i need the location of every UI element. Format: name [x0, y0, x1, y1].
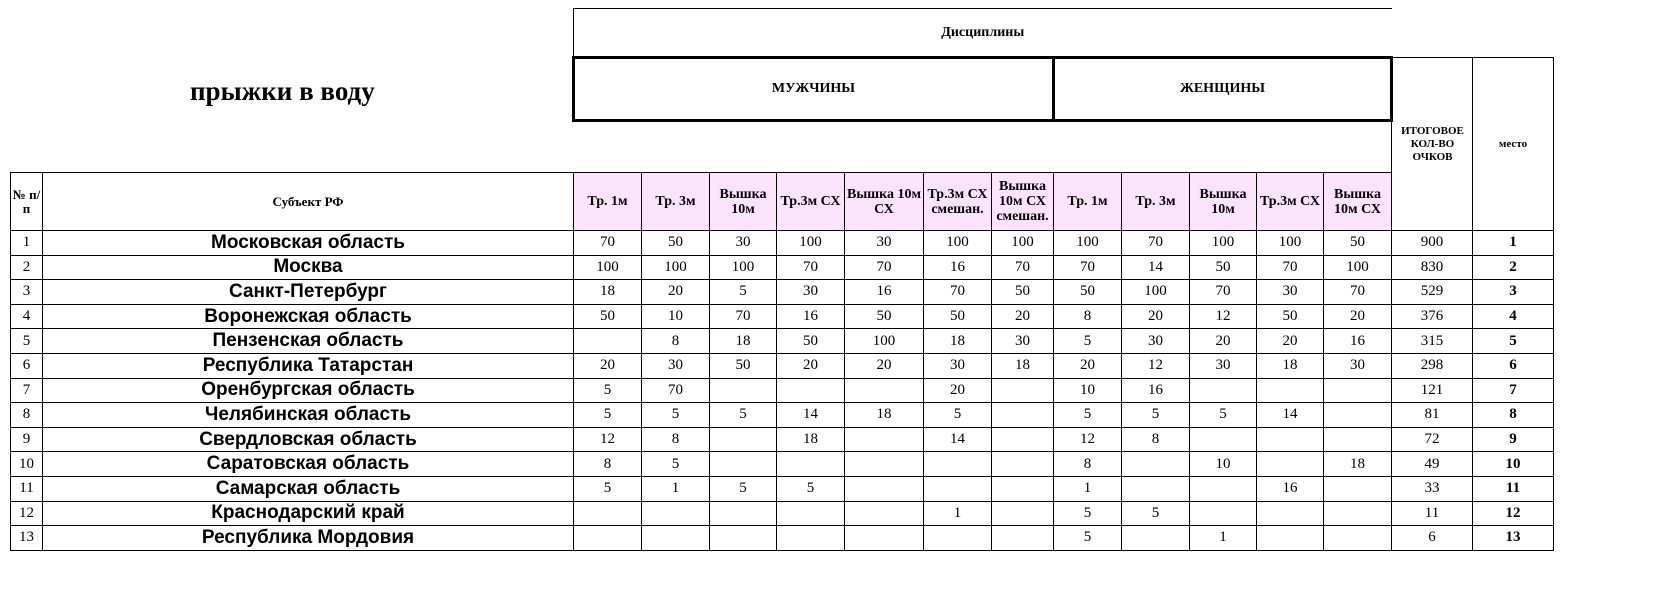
points-cell: 1: [642, 476, 710, 501]
points-cell: 100: [924, 231, 992, 256]
points-cell: [992, 452, 1054, 477]
row-number: 9: [11, 427, 43, 452]
region-name: Москва: [43, 255, 574, 280]
place-cell: 11: [1473, 476, 1554, 501]
total-points: 81: [1392, 403, 1473, 428]
points-cell: 20: [1054, 353, 1122, 378]
points-cell: [777, 378, 845, 403]
points-cell: 70: [992, 255, 1054, 280]
place-cell: 4: [1473, 304, 1554, 329]
points-cell: [710, 452, 777, 477]
points-cell: 1: [1190, 526, 1257, 551]
points-cell: 5: [777, 476, 845, 501]
points-cell: 18: [574, 280, 642, 305]
points-cell: [845, 526, 924, 551]
points-cell: 5: [710, 403, 777, 428]
region-name: Республика Татарстан: [43, 353, 574, 378]
points-cell: 100: [992, 231, 1054, 256]
points-cell: 50: [710, 353, 777, 378]
points-cell: 70: [924, 280, 992, 305]
discipline-header: Вышка 10м СХ: [845, 173, 924, 231]
points-cell: 30: [1257, 280, 1324, 305]
points-cell: 8: [642, 427, 710, 452]
row-number: 12: [11, 501, 43, 526]
points-cell: 18: [1324, 452, 1392, 477]
points-cell: [1324, 427, 1392, 452]
row-number: 11: [11, 476, 43, 501]
total-points: 11: [1392, 501, 1473, 526]
points-cell: [1324, 378, 1392, 403]
points-cell: 100: [1054, 231, 1122, 256]
points-cell: 12: [1054, 427, 1122, 452]
points-cell: 20: [924, 378, 992, 403]
row-number: 4: [11, 304, 43, 329]
points-cell: 8: [1054, 304, 1122, 329]
points-cell: 8: [574, 452, 642, 477]
discipline-header: Вышка 10м: [710, 173, 777, 231]
points-cell: 50: [992, 280, 1054, 305]
total-points: 315: [1392, 329, 1473, 354]
points-cell: [1190, 476, 1257, 501]
points-cell: [642, 501, 710, 526]
points-cell: [777, 452, 845, 477]
points-cell: [710, 378, 777, 403]
points-cell: 14: [924, 427, 992, 452]
region-name: Челябинская область: [43, 403, 574, 428]
points-cell: [924, 476, 992, 501]
points-cell: [1122, 526, 1190, 551]
table-row: [11, 231, 1554, 256]
points-cell: 8: [1122, 427, 1190, 452]
points-cell: [1324, 403, 1392, 428]
place-cell: 7: [1473, 378, 1554, 403]
table-row: [11, 403, 1554, 428]
points-cell: 20: [992, 304, 1054, 329]
points-cell: 50: [1257, 304, 1324, 329]
row-number: 2: [11, 255, 43, 280]
page-title: прыжки в воду: [190, 76, 375, 106]
points-cell: [924, 526, 992, 551]
row-number: 6: [11, 353, 43, 378]
place-cell: 13: [1473, 526, 1554, 551]
points-cell: 30: [1190, 353, 1257, 378]
points-cell: 5: [1054, 329, 1122, 354]
points-cell: 1: [924, 501, 992, 526]
disciplines-header: Дисциплины: [574, 9, 1392, 58]
points-cell: [845, 452, 924, 477]
points-cell: 100: [1190, 231, 1257, 256]
points-cell: 12: [1122, 353, 1190, 378]
points-cell: 12: [1190, 304, 1257, 329]
points-cell: [1190, 378, 1257, 403]
points-cell: 10: [642, 304, 710, 329]
table-row: [11, 280, 1554, 305]
table-row: [11, 526, 1554, 551]
discipline-header: Тр. 1м: [574, 173, 642, 231]
points-cell: 18: [710, 329, 777, 354]
points-cell: 20: [574, 353, 642, 378]
points-cell: 14: [1122, 255, 1190, 280]
points-cell: 70: [1324, 280, 1392, 305]
table-row: [11, 329, 1554, 354]
total-points: 49: [1392, 452, 1473, 477]
points-cell: [1190, 427, 1257, 452]
region-name: Пензенская область: [43, 329, 574, 354]
points-cell: 30: [642, 353, 710, 378]
total-points: 529: [1392, 280, 1473, 305]
points-cell: 100: [777, 231, 845, 256]
points-cell: 20: [1257, 329, 1324, 354]
points-cell: 100: [1122, 280, 1190, 305]
place-cell: 8: [1473, 403, 1554, 428]
region-name: Свердловская область: [43, 427, 574, 452]
points-cell: 5: [710, 280, 777, 305]
total-points: 121: [1392, 378, 1473, 403]
region-name: Саратовская область: [43, 452, 574, 477]
points-cell: 100: [710, 255, 777, 280]
row-number: 10: [11, 452, 43, 477]
table-row: [11, 427, 1554, 452]
points-cell: [1122, 452, 1190, 477]
points-cell: 5: [574, 476, 642, 501]
points-cell: 20: [1190, 329, 1257, 354]
points-cell: [845, 501, 924, 526]
points-cell: 30: [777, 280, 845, 305]
points-cell: 1: [1054, 476, 1122, 501]
total-points-header: ИТОГОВОЕ КОЛ-ВО ОЧКОВ: [1392, 58, 1473, 231]
points-cell: [845, 378, 924, 403]
points-cell: 30: [845, 231, 924, 256]
region-name: Краснодарский край: [43, 501, 574, 526]
points-cell: 18: [992, 353, 1054, 378]
points-cell: [992, 526, 1054, 551]
points-cell: 14: [1257, 403, 1324, 428]
region-name: Воронежская область: [43, 304, 574, 329]
points-cell: 70: [1190, 280, 1257, 305]
points-cell: 5: [1054, 526, 1122, 551]
points-cell: 20: [642, 280, 710, 305]
points-cell: 50: [1324, 231, 1392, 256]
region-name: Республика Мордовия: [43, 526, 574, 551]
points-cell: [924, 452, 992, 477]
region-name: Оренбургская область: [43, 378, 574, 403]
points-cell: [1122, 476, 1190, 501]
points-cell: 50: [777, 329, 845, 354]
points-cell: 16: [1122, 378, 1190, 403]
points-cell: 18: [777, 427, 845, 452]
points-cell: 30: [924, 353, 992, 378]
points-cell: 100: [642, 255, 710, 280]
points-cell: 5: [1054, 403, 1122, 428]
points-cell: 100: [1257, 231, 1324, 256]
place-cell: 5: [1473, 329, 1554, 354]
points-cell: [1324, 526, 1392, 551]
points-cell: [1257, 526, 1324, 551]
points-cell: [992, 403, 1054, 428]
points-cell: [992, 427, 1054, 452]
points-cell: 16: [1257, 476, 1324, 501]
points-cell: [574, 329, 642, 354]
points-cell: 8: [642, 329, 710, 354]
row-number: 8: [11, 403, 43, 428]
points-cell: 100: [845, 329, 924, 354]
points-cell: [710, 427, 777, 452]
row-number: 5: [11, 329, 43, 354]
points-cell: 20: [777, 353, 845, 378]
points-cell: 18: [924, 329, 992, 354]
points-cell: 5: [642, 452, 710, 477]
points-cell: 20: [845, 353, 924, 378]
results-rows: [11, 231, 1554, 551]
discipline-header: Тр. 1м: [1054, 173, 1122, 231]
points-cell: 50: [924, 304, 992, 329]
points-cell: 50: [574, 304, 642, 329]
points-cell: 5: [1122, 501, 1190, 526]
subject-header: Субъект РФ: [43, 173, 574, 231]
place-cell: 9: [1473, 427, 1554, 452]
points-cell: 70: [574, 231, 642, 256]
place-cell: 2: [1473, 255, 1554, 280]
points-cell: [992, 476, 1054, 501]
table-row: [11, 378, 1554, 403]
points-cell: 30: [1122, 329, 1190, 354]
discipline-header: Тр.3м СХ: [777, 173, 845, 231]
place-cell: 1: [1473, 231, 1554, 256]
points-cell: 50: [1190, 255, 1257, 280]
points-cell: 70: [1054, 255, 1122, 280]
region-name: Московская область: [43, 231, 574, 256]
points-cell: 30: [992, 329, 1054, 354]
discipline-header: Вышка 10м СХ: [1324, 173, 1392, 231]
points-cell: 70: [710, 304, 777, 329]
place-cell: 10: [1473, 452, 1554, 477]
points-cell: 18: [1257, 353, 1324, 378]
discipline-header: Вышка 10м: [1190, 173, 1257, 231]
table-row: [11, 476, 1554, 501]
region-name: Санкт-Петербург: [43, 280, 574, 305]
points-cell: 10: [1054, 378, 1122, 403]
row-number: 13: [11, 526, 43, 551]
discipline-header: Вышка 10м СХ смешан.: [992, 173, 1054, 231]
total-points: 6: [1392, 526, 1473, 551]
points-cell: [1190, 501, 1257, 526]
total-points: 33: [1392, 476, 1473, 501]
discipline-header: Тр.3м СХ смешан.: [924, 173, 992, 231]
total-points: 298: [1392, 353, 1473, 378]
place-cell: 12: [1473, 501, 1554, 526]
points-cell: 12: [574, 427, 642, 452]
points-cell: [777, 501, 845, 526]
points-cell: [574, 501, 642, 526]
points-cell: [1257, 452, 1324, 477]
points-cell: [845, 427, 924, 452]
points-cell: 30: [1324, 353, 1392, 378]
row-number: 1: [11, 231, 43, 256]
points-cell: 16: [1324, 329, 1392, 354]
points-cell: [574, 526, 642, 551]
table-row: [11, 501, 1554, 526]
points-cell: [1257, 427, 1324, 452]
points-cell: [710, 526, 777, 551]
place-cell: 6: [1473, 353, 1554, 378]
points-cell: 20: [1122, 304, 1190, 329]
women-group-header: ЖЕНЩИНЫ: [1054, 58, 1392, 121]
points-cell: 16: [924, 255, 992, 280]
points-cell: [777, 526, 845, 551]
points-cell: 16: [777, 304, 845, 329]
place-header: место: [1473, 58, 1554, 231]
points-cell: 16: [845, 280, 924, 305]
points-cell: [1257, 501, 1324, 526]
points-cell: [710, 501, 777, 526]
discipline-header: Тр. 3м: [1122, 173, 1190, 231]
points-cell: 5: [710, 476, 777, 501]
points-cell: 5: [574, 403, 642, 428]
table-row: [11, 452, 1554, 477]
points-cell: [1324, 476, 1392, 501]
men-group-header: МУЖЧИНЫ: [574, 58, 1054, 121]
points-cell: 5: [1190, 403, 1257, 428]
place-cell: 3: [1473, 280, 1554, 305]
row-number: 3: [11, 280, 43, 305]
points-cell: 50: [642, 231, 710, 256]
discipline-header: Тр. 3м: [642, 173, 710, 231]
points-cell: [992, 501, 1054, 526]
number-header: № п/п: [11, 173, 43, 231]
points-cell: 10: [1190, 452, 1257, 477]
points-cell: 18: [845, 403, 924, 428]
table-row: [11, 304, 1554, 329]
points-cell: 50: [845, 304, 924, 329]
points-cell: 100: [1324, 255, 1392, 280]
points-cell: 30: [710, 231, 777, 256]
points-cell: 70: [642, 378, 710, 403]
points-cell: 20: [1324, 304, 1392, 329]
points-cell: 5: [1054, 501, 1122, 526]
points-cell: 70: [777, 255, 845, 280]
points-cell: [1324, 501, 1392, 526]
table-row: [11, 353, 1554, 378]
points-cell: 5: [1122, 403, 1190, 428]
points-cell: [1257, 378, 1324, 403]
points-cell: 70: [1257, 255, 1324, 280]
points-cell: [992, 378, 1054, 403]
points-cell: 5: [574, 378, 642, 403]
points-cell: 14: [777, 403, 845, 428]
row-number: 7: [11, 378, 43, 403]
total-points: 72: [1392, 427, 1473, 452]
points-cell: 70: [1122, 231, 1190, 256]
points-cell: [642, 526, 710, 551]
points-cell: 70: [845, 255, 924, 280]
points-cell: 8: [1054, 452, 1122, 477]
points-cell: [845, 476, 924, 501]
total-points: 900: [1392, 231, 1473, 256]
total-points: 376: [1392, 304, 1473, 329]
region-name: Самарская область: [43, 476, 574, 501]
table-row: [11, 255, 1554, 280]
total-points: 830: [1392, 255, 1473, 280]
points-cell: 100: [574, 255, 642, 280]
points-cell: 5: [642, 403, 710, 428]
points-cell: 50: [1054, 280, 1122, 305]
title-cell: [11, 9, 574, 173]
discipline-header: Тр.3м СХ: [1257, 173, 1324, 231]
results-table: [10, 8, 1554, 551]
points-cell: 5: [924, 403, 992, 428]
